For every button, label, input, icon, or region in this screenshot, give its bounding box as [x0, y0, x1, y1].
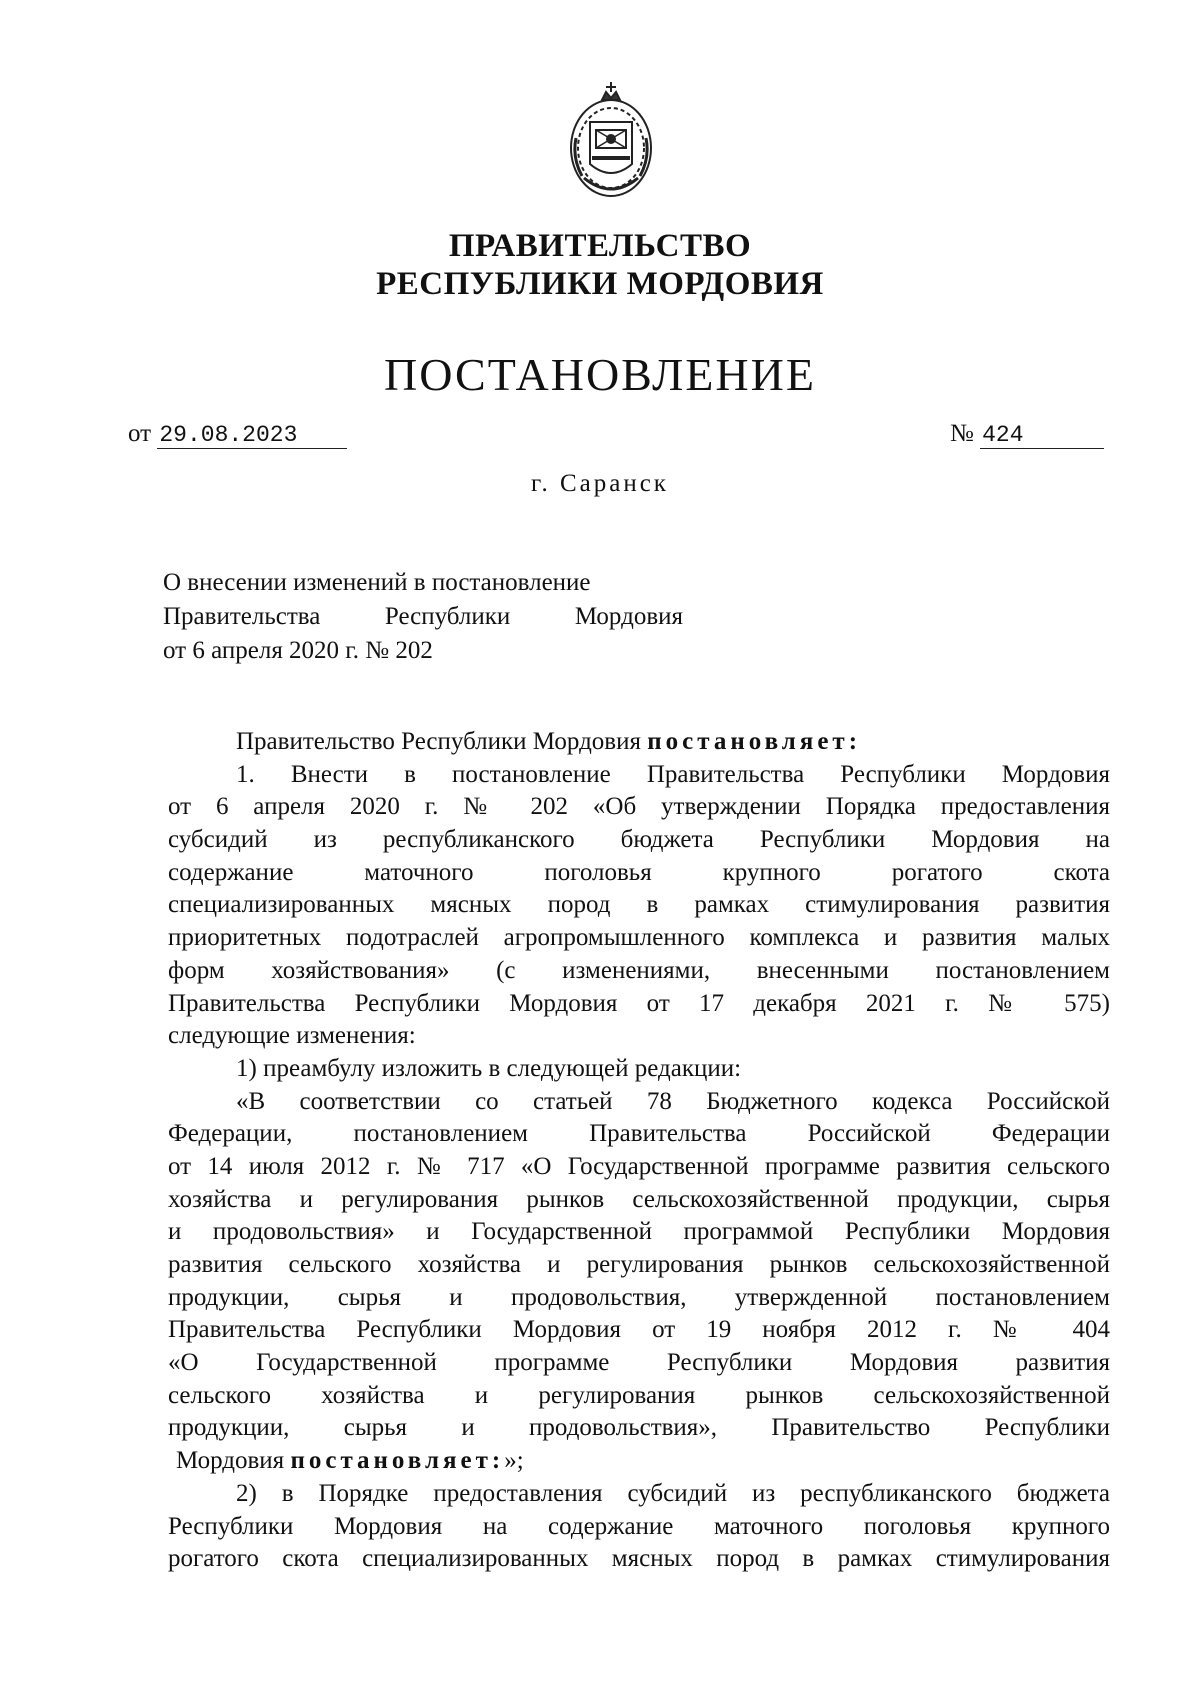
number-value: 424 [980, 422, 1104, 449]
body-line: 1. Внести в постановление Правительства Республики Мордовия [236, 760, 1110, 788]
subject-line: О внесении изменений в постановление [163, 569, 591, 596]
subject-line: Правительства Республики Мордовия [163, 603, 683, 630]
intro-emphasis: постановляет: [647, 728, 862, 755]
body-line: Правительства Республики Мордовия от 19 ноября 2012 г. № 404 [168, 1316, 1110, 1344]
document-body [168, 726, 1110, 1576]
closing-line [168, 1445, 1110, 1478]
body-line: содержание маточного поголовья крупного рогатого скота [168, 858, 1110, 886]
document-subject [163, 566, 683, 668]
body-line: Республики Мордовия на содержание маточного поголовья крупного [168, 1512, 1110, 1540]
body-line: продукции, сырья и продовольствия, утвержденной постановлением [168, 1283, 1110, 1311]
body-line: сельского хозяйства и регулирования рынков сельскохозяйственной [168, 1381, 1110, 1409]
body-line: 2) в Порядке предоставления субсидий из республиканского бюджета [236, 1479, 1110, 1507]
body-line: от 14 июля 2012 г. № 717 «О Государственной программе развития сельского [168, 1152, 1110, 1180]
body-line: развития сельского хозяйства и регулирования рынков сельскохозяйственной [168, 1251, 1110, 1278]
body-line: и продовольствия» и Государственной программой Республики Мордовия [168, 1218, 1110, 1246]
document-date [128, 420, 347, 449]
body-line: 1) преамбулу изложить в следующей редакции: [236, 1054, 742, 1082]
body-line: следующие изменения: [168, 1022, 416, 1050]
organization-name-line2: РЕСПУБЛИКИ МОРДОВИЯ [376, 266, 824, 302]
closing-text: Мордовия [176, 1447, 291, 1475]
body-line: Федерации, постановлением Правительства Российской Федерации [168, 1120, 1110, 1148]
date-prefix: от [128, 420, 152, 447]
city: г. Саранск [531, 470, 669, 497]
body-line: Правительства Республики Мордовия от 17 декабря 2021 г. № 575) [168, 989, 1110, 1017]
closing-emphasis: постановляет: [290, 1447, 505, 1475]
body-line: «О Государственной программе Республики Мордовия развития [168, 1349, 1110, 1377]
number-prefix: № [950, 420, 974, 447]
body-line: от 6 апреля 2020 г. № 202 «Об утверждении Порядка предоставления [168, 793, 1110, 821]
body-line: субсидий из республиканского бюджета Республики Мордовия на [168, 826, 1110, 854]
body-line: приоритетных подотраслей агропромышленного комплекса и развития малых [168, 924, 1110, 952]
body-line: хозяйства и регулирования рынков сельскохозяйственной продукции, сырья [168, 1185, 1110, 1213]
body-line: «В соответствии со статьей 78 Бюджетного кодекса Российской [236, 1087, 1110, 1115]
document-type: ПОСТАНОВЛЕНИЕ [384, 349, 816, 400]
intro-line [168, 726, 1110, 759]
document-number [950, 420, 1104, 449]
body-line: продукции, сырья и продовольствия», Правительство Республики [168, 1414, 1110, 1442]
body-line: рогатого скота специализированных мясных пород в рамках стимулирования [168, 1545, 1110, 1573]
mordovia-coat-of-arms-icon [564, 78, 658, 202]
organization-name-line1: ПРАВИТЕЛЬСТВО [448, 228, 752, 264]
body-line: специализированных мясных пород в рамках стимулирования развития [168, 891, 1110, 919]
body-line: форм хозяйствования» (с изменениями, внесенными постановлением [168, 956, 1110, 984]
closing-tail: »; [504, 1447, 524, 1475]
date-value: 29.08.2023 [157, 422, 347, 449]
intro-text: Правительство Республики Мордовия [236, 728, 648, 755]
subject-line: от 6 апреля 2020 г. № 202 [163, 637, 433, 664]
